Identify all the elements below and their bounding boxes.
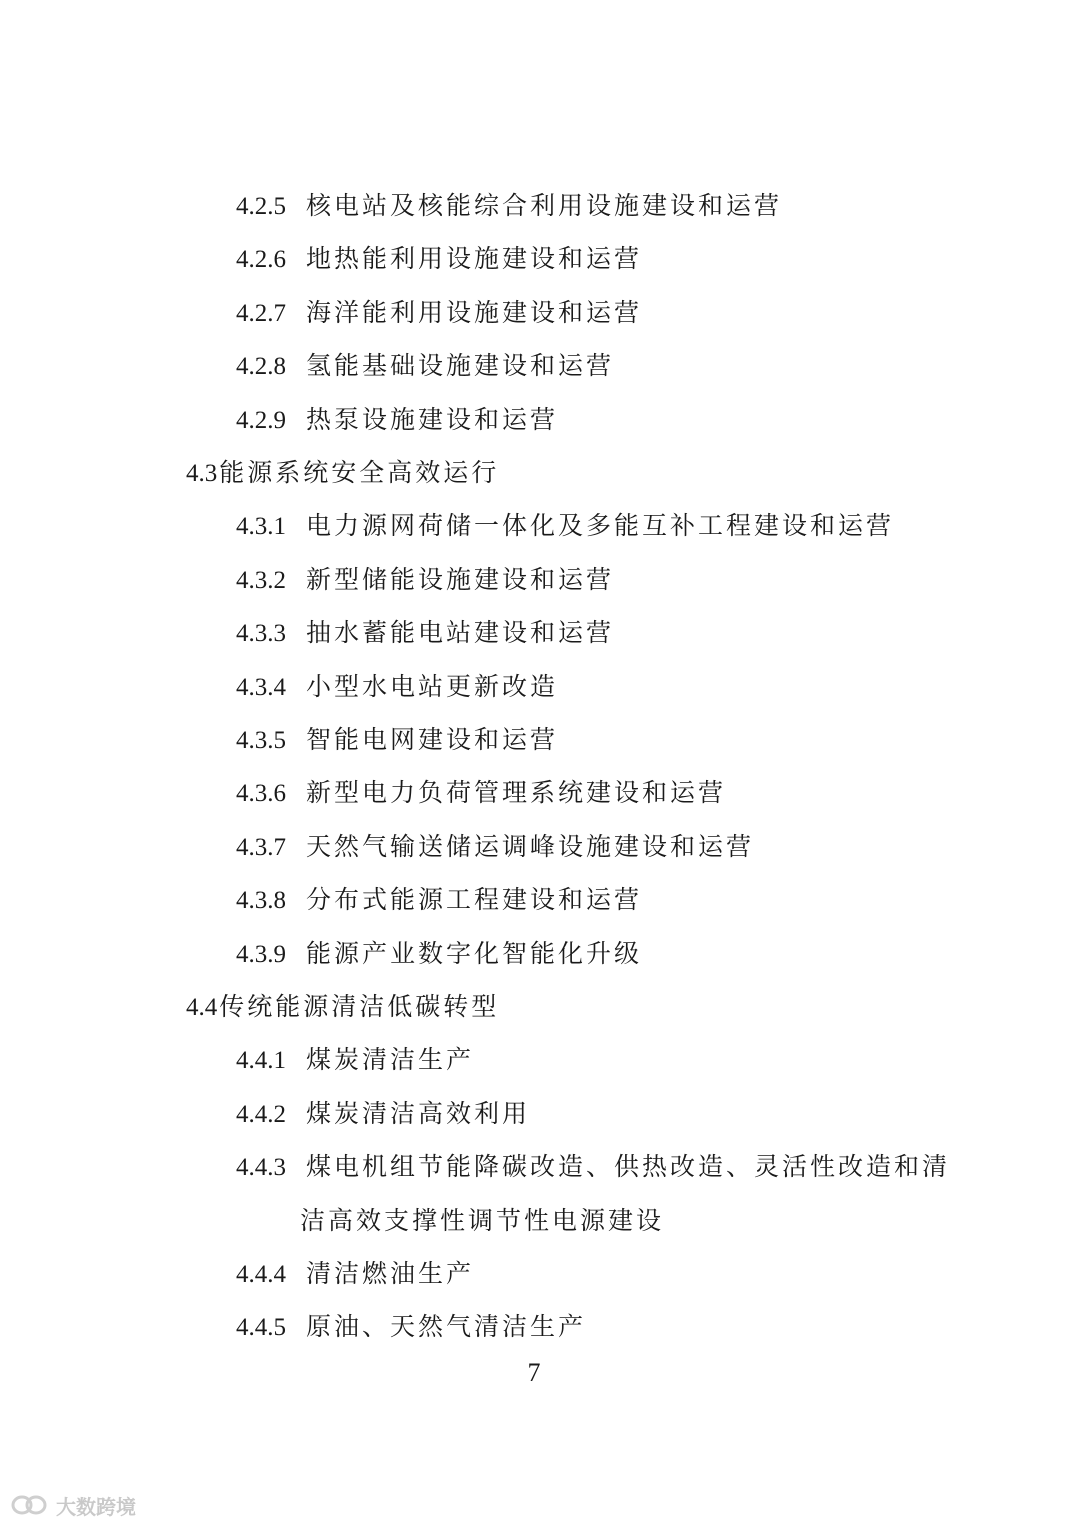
item-text: 核电站及核能综合利用设施建设和运营: [306, 191, 783, 220]
item-text: 地热能利用设施建设和运营: [306, 244, 643, 274]
item-text: 清洁燃油生产: [306, 1259, 475, 1288]
item-number: 4.3.3: [236, 620, 286, 648]
list-item: [236, 934, 642, 974]
list-item: [236, 293, 642, 333]
list-item: [236, 560, 614, 600]
watermark: [10, 1490, 136, 1520]
item-number: 4.4.2: [236, 1100, 286, 1128]
list-item: [236, 1147, 950, 1187]
list-item: [236, 1254, 474, 1294]
list-item: [236, 667, 558, 707]
item-number: 4.2.6: [236, 246, 286, 274]
list-item: [236, 400, 558, 440]
list-item: [236, 613, 614, 653]
item-text: 新型储能设施建设和运营: [306, 564, 615, 594]
watermark-logo-icon: [10, 1494, 50, 1516]
item-text: 煤炭清洁生产: [306, 1045, 475, 1075]
item-number: 4.3.2: [236, 566, 286, 594]
item-number: 4.3.1: [236, 513, 286, 541]
item-number: 4.3.8: [236, 887, 286, 915]
list-item-continuation: [300, 1201, 664, 1241]
item-number: 4.4.1: [236, 1047, 286, 1075]
item-text: 热泵设施建设和运营: [306, 404, 559, 434]
watermark-text: 大数跨境: [56, 1494, 136, 1519]
item-number: 4.4.3: [236, 1154, 286, 1182]
list-item: [236, 880, 642, 920]
item-text: 能源系统安全高效运行: [219, 458, 500, 487]
item-text: 新型电力负荷管理系统建设和运营: [306, 778, 727, 808]
item-number: 4.3.4: [236, 673, 286, 701]
section-heading: [186, 453, 499, 493]
item-number: 4.3.7: [236, 833, 286, 861]
list-item: [236, 239, 642, 279]
list-item: [236, 773, 726, 813]
item-text: 原油、天然气清洁生产: [306, 1312, 587, 1342]
item-text: 电力源网荷储一体化及多能互补工程建设和运营: [306, 511, 895, 541]
item-number: 4.2.8: [236, 353, 286, 381]
item-number: 4.2.7: [236, 299, 286, 327]
page-number: 7: [527, 1358, 541, 1387]
item-number: 4.4.5: [236, 1314, 286, 1342]
list-item: [236, 827, 754, 867]
item-text: 煤炭清洁高效利用: [306, 1098, 531, 1128]
item-text: 洁高效支撑性调节性电源建设: [300, 1205, 665, 1235]
list-item: [236, 1307, 586, 1347]
item-number: 4.4: [186, 994, 218, 1021]
list-item: [236, 1094, 530, 1134]
item-number: 4.3.6: [236, 780, 286, 808]
item-number: 4.2.9: [236, 406, 286, 434]
list-item: [236, 1040, 474, 1080]
item-text: 海洋能利用设施建设和运营: [306, 297, 643, 327]
item-text: 传统能源清洁低碳转型: [219, 992, 500, 1021]
section-heading: [186, 987, 499, 1027]
item-text: 能源产业数字化智能化升级: [306, 938, 643, 968]
item-text: 氢能基础设施建设和运营: [306, 351, 615, 381]
list-item: [236, 720, 558, 760]
item-text: 天然气输送储运调峰设施建设和运营: [306, 831, 755, 861]
list-item: [236, 346, 614, 386]
item-number: 4.3.9: [236, 940, 286, 968]
item-number: 4.3.5: [236, 727, 286, 754]
item-text: 小型水电站更新改造: [306, 671, 559, 701]
list-item: [236, 186, 782, 226]
item-number: 4.3: [186, 460, 218, 487]
item-text: 分布式能源工程建设和运营: [306, 885, 643, 915]
item-text: 抽水蓄能电站建设和运营: [306, 618, 615, 648]
item-text: 智能电网建设和运营: [306, 725, 559, 754]
list-item: [236, 506, 894, 546]
item-text: 煤电机组节能降碳改造、供热改造、灵活性改造和清: [306, 1152, 951, 1182]
item-number: 4.2.5: [236, 193, 286, 220]
item-number: 4.4.4: [236, 1261, 286, 1288]
